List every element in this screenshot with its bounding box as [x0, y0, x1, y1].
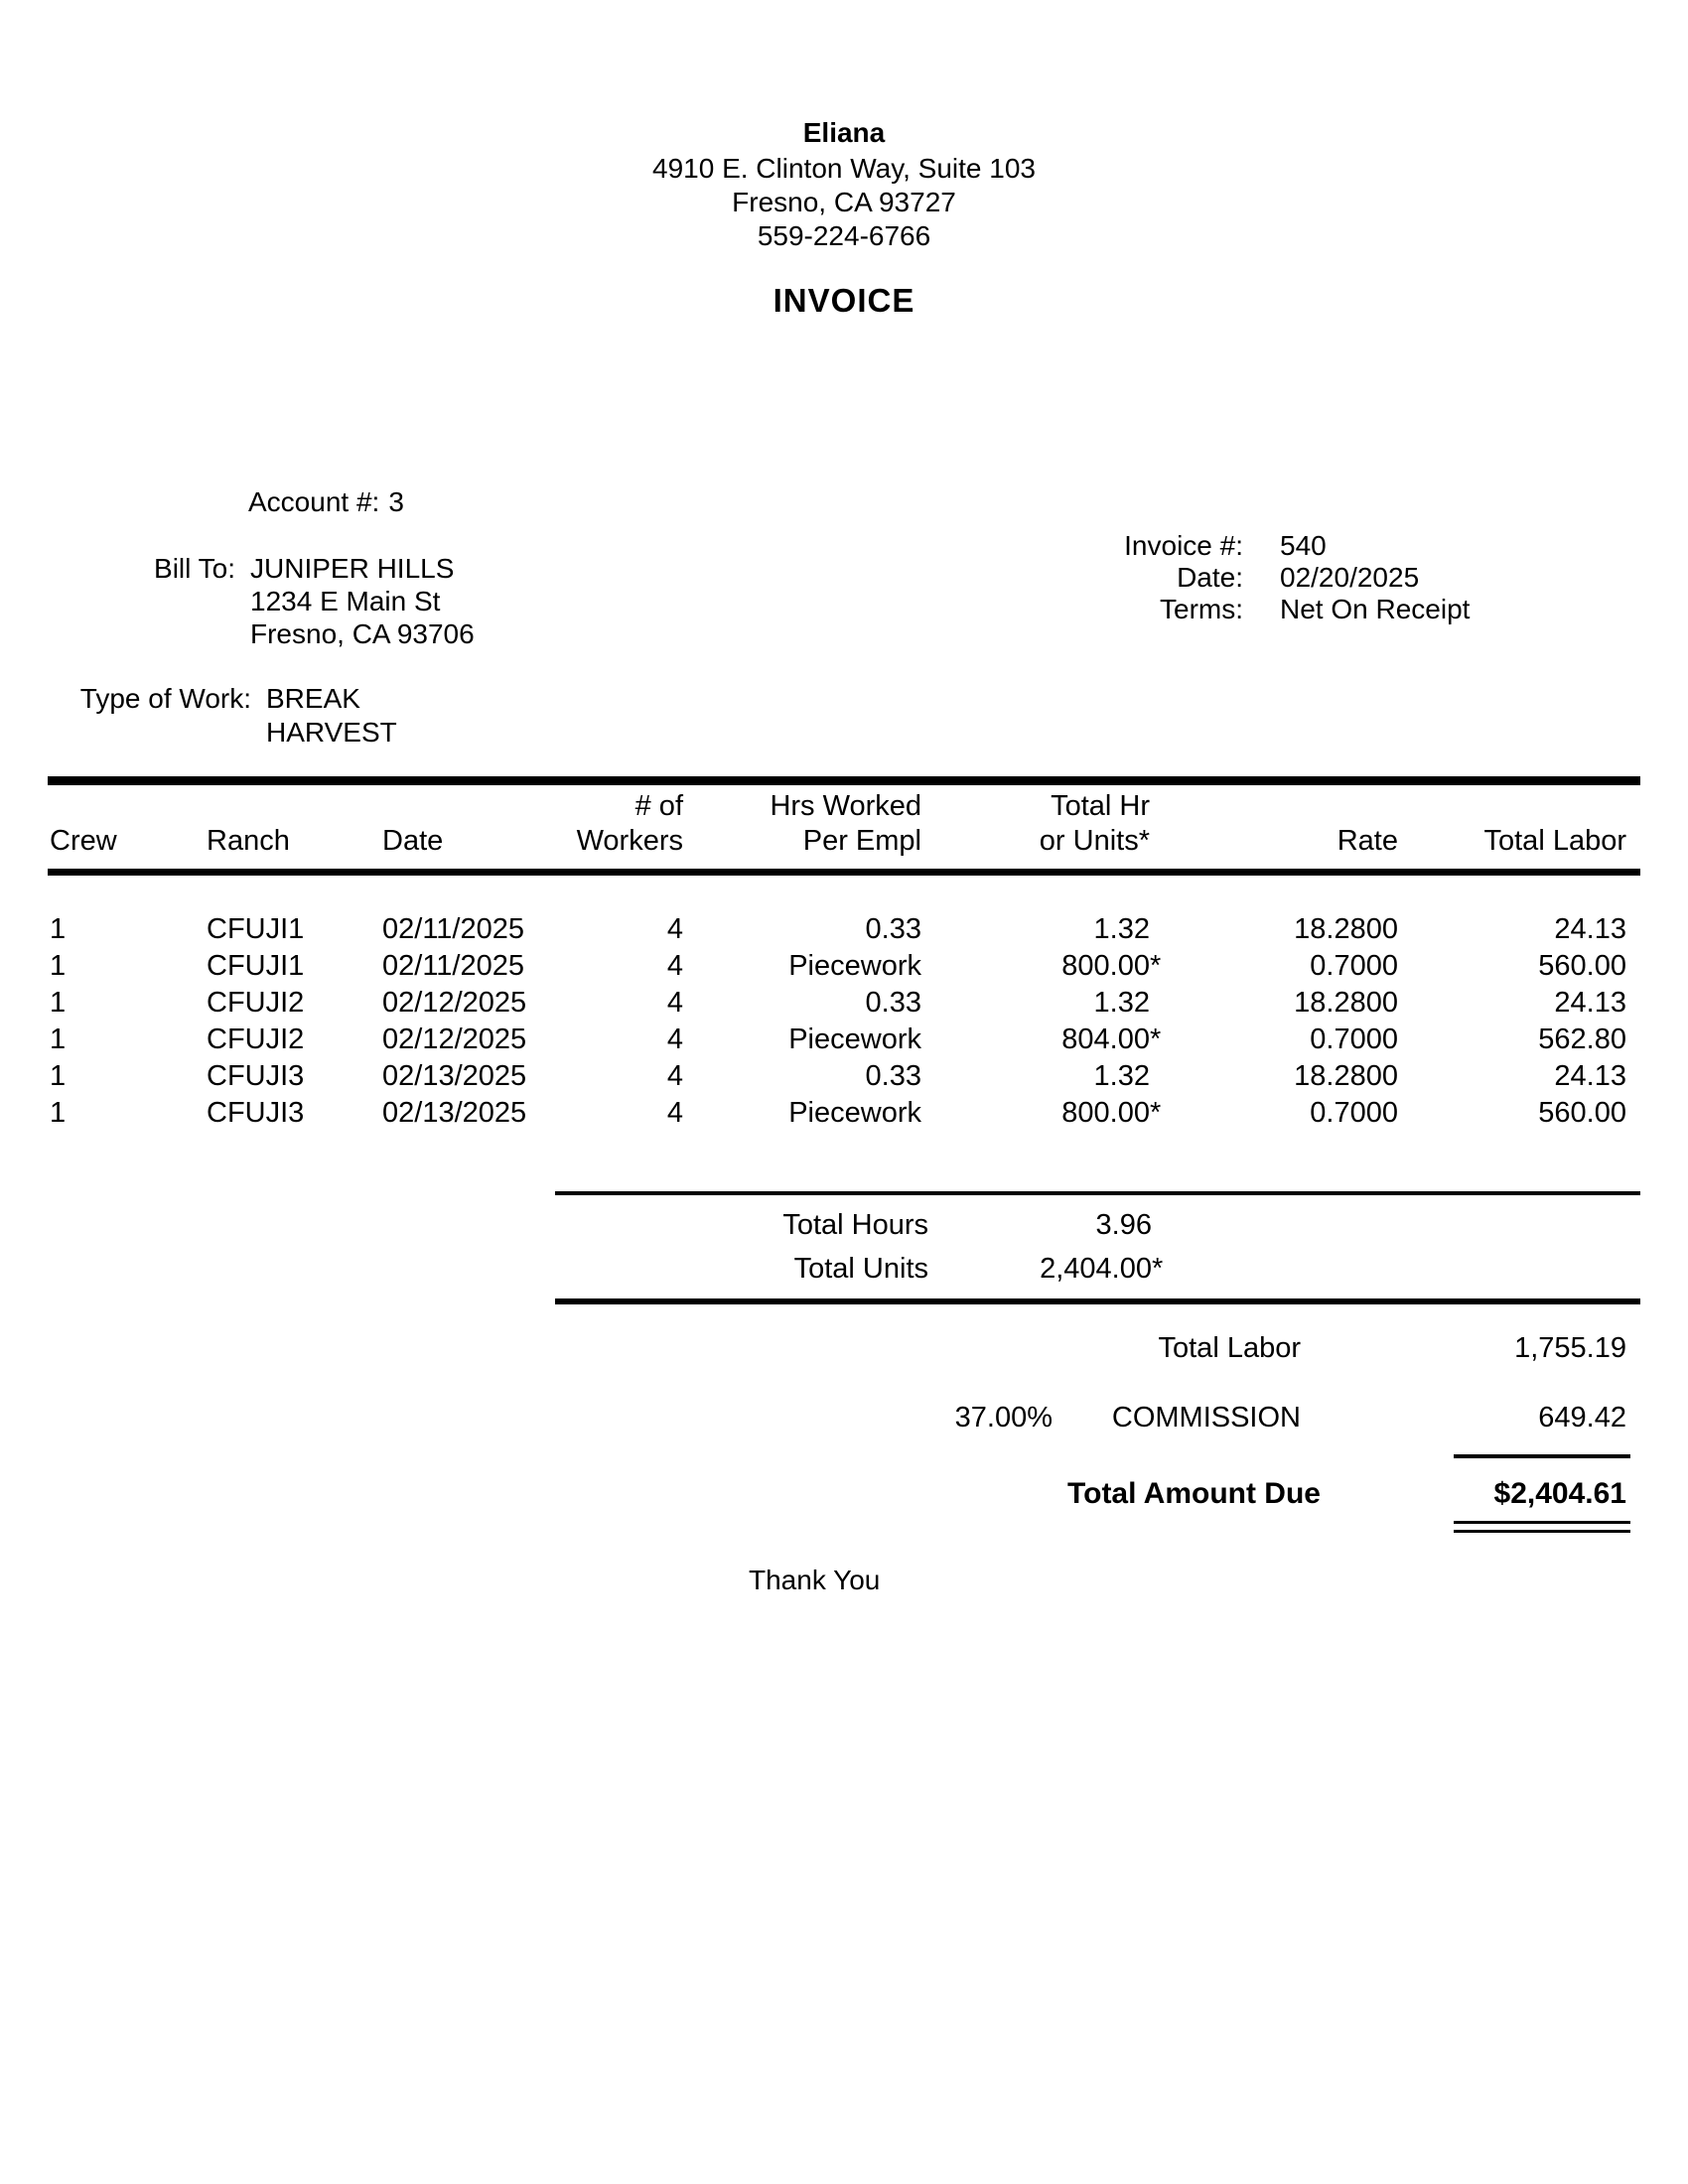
table-cell-rate: 18.2800 — [1294, 913, 1398, 945]
type-of-work-value-1: BREAK — [266, 683, 360, 714]
table-cell-workers: 4 — [666, 1060, 683, 1092]
company-phone: 559-224-6766 — [757, 220, 931, 251]
hours-value: 3.96 — [1095, 1209, 1152, 1241]
table-cell-rate: 18.2800 — [1294, 987, 1398, 1019]
company-name: Eliana — [802, 117, 886, 148]
units-value: 800.00 — [1061, 950, 1150, 982]
table-cell-rate: 0.7000 — [1310, 1097, 1398, 1129]
amount-due-top-rule — [1454, 1454, 1630, 1458]
units-value: 800.00 — [1061, 1097, 1150, 1129]
commission-value: 649.42 — [1538, 1402, 1626, 1433]
table-cell-units — [1061, 950, 1162, 983]
total-units-value — [1040, 1253, 1164, 1286]
company-address-line1: 4910 E. Clinton Way, Suite 103 — [652, 153, 1036, 184]
invoice-date-value: 02/20/2025 — [1280, 562, 1420, 593]
header-rate: Rate — [1336, 825, 1398, 857]
amount-due-double-rule-2 — [1454, 1530, 1630, 1533]
bill-to-label: Bill To: — [154, 553, 235, 584]
table-cell-date: 02/12/2025 — [382, 987, 527, 1019]
table-cell-ranch: CFUJI1 — [207, 950, 305, 982]
units-value: 804.00 — [1061, 1024, 1150, 1055]
table-cell-workers: 4 — [666, 1097, 683, 1129]
totals-top-rule — [555, 1191, 1640, 1195]
table-cell-total: 562.80 — [1538, 1024, 1626, 1055]
table-cell-hrs: Piecework — [788, 1024, 921, 1055]
table-top-rule — [48, 776, 1640, 785]
table-cell-units — [1094, 987, 1150, 1020]
table-cell-workers: 4 — [666, 1024, 683, 1055]
table-cell-hrs: 0.33 — [865, 913, 921, 945]
table-cell-total: 560.00 — [1538, 1097, 1626, 1129]
table-cell-hrs: 0.33 — [865, 1060, 921, 1092]
thank-you-text: Thank You — [749, 1565, 881, 1595]
table-cell-crew: 1 — [50, 950, 67, 982]
table-cell-hrs: 0.33 — [865, 987, 921, 1019]
table-cell-crew: 1 — [50, 1024, 67, 1055]
company-address-line2: Fresno, CA 93727 — [732, 187, 956, 217]
header-hrs-line2: Per Empl — [802, 825, 921, 857]
commission-label: COMMISSION — [1111, 1402, 1301, 1433]
table-cell-ranch: CFUJI2 — [207, 1024, 305, 1055]
units-asterisk: * — [1150, 1097, 1162, 1129]
document-title: INVOICE — [773, 282, 915, 319]
table-cell-rate: 0.7000 — [1310, 950, 1398, 982]
table-cell-total: 560.00 — [1538, 950, 1626, 982]
units-value: 1.32 — [1093, 1060, 1150, 1092]
table-header-rule — [48, 869, 1640, 876]
table-cell-rate: 0.7000 — [1310, 1024, 1398, 1055]
header-units-line1: Total Hr — [1051, 790, 1150, 822]
units-value: 1.32 — [1093, 913, 1150, 945]
type-of-work-value-2: HARVEST — [266, 717, 397, 748]
units-total-asterisk: * — [1152, 1253, 1164, 1285]
table-cell-crew: 1 — [50, 1097, 67, 1129]
table-cell-ranch: CFUJI3 — [207, 1097, 305, 1129]
bill-to-name: JUNIPER HILLS — [250, 553, 455, 584]
table-cell-date: 02/13/2025 — [382, 1097, 527, 1129]
table-cell-workers: 4 — [666, 987, 683, 1019]
total-hours-label: Total Hours — [782, 1209, 928, 1241]
table-cell-crew: 1 — [50, 1060, 67, 1092]
table-cell-date: 02/11/2025 — [382, 913, 524, 945]
table-cell-ranch: CFUJI1 — [207, 913, 305, 945]
table-cell-workers: 4 — [666, 950, 683, 982]
bill-to-address-line1: 1234 E Main St — [250, 586, 441, 616]
totals-mid-rule — [555, 1298, 1640, 1304]
header-workers-line2: Workers — [576, 825, 683, 857]
table-cell-hrs: Piecework — [788, 1097, 921, 1129]
header-units-line2: or Units* — [1039, 825, 1150, 857]
header-date: Date — [382, 825, 444, 857]
table-cell-date: 02/13/2025 — [382, 1060, 527, 1092]
total-labor-value: 1,755.19 — [1514, 1332, 1626, 1364]
table-cell-units — [1061, 1097, 1162, 1130]
invoice-terms-label: Terms: — [1160, 594, 1243, 624]
total-amount-due-value: $2,404.61 — [1493, 1477, 1626, 1510]
table-cell-ranch: CFUJI2 — [207, 987, 305, 1019]
header-hrs-line1: Hrs Worked — [770, 790, 921, 822]
units-total-value: 2,404.00 — [1040, 1253, 1152, 1285]
table-cell-total: 24.13 — [1554, 987, 1626, 1019]
table-cell-total: 24.13 — [1554, 1060, 1626, 1092]
table-cell-date: 02/11/2025 — [382, 950, 524, 982]
units-asterisk: * — [1150, 950, 1162, 982]
units-value: 1.32 — [1093, 987, 1150, 1019]
commission-percent: 37.00% — [954, 1402, 1053, 1433]
table-cell-units — [1094, 913, 1150, 946]
account-number-line — [248, 486, 404, 518]
table-cell-hrs: Piecework — [788, 950, 921, 982]
invoice-number-value: 540 — [1280, 530, 1327, 561]
bill-to-address-line2: Fresno, CA 93706 — [250, 618, 475, 649]
table-cell-workers: 4 — [666, 913, 683, 945]
invoice-number-label: Invoice #: — [1124, 530, 1243, 561]
header-ranch: Ranch — [207, 825, 290, 857]
header-total-labor: Total Labor — [1483, 825, 1626, 857]
table-cell-crew: 1 — [50, 987, 67, 1019]
table-cell-date: 02/12/2025 — [382, 1024, 527, 1055]
total-hours-value — [1096, 1209, 1152, 1242]
amount-due-double-rule-1 — [1454, 1521, 1630, 1524]
table-cell-total: 24.13 — [1554, 913, 1626, 945]
table-cell-units — [1061, 1024, 1162, 1056]
table-cell-crew: 1 — [50, 913, 67, 945]
total-labor-label: Total Labor — [1158, 1332, 1301, 1364]
account-number-label: Account #: — [248, 486, 380, 517]
table-cell-ranch: CFUJI3 — [207, 1060, 305, 1092]
invoice-terms-value: Net On Receipt — [1280, 594, 1471, 624]
units-asterisk: * — [1150, 1024, 1162, 1055]
header-workers-line1: # of — [634, 790, 683, 822]
account-number-value: 3 — [388, 486, 404, 517]
total-amount-due-label: Total Amount Due — [1067, 1477, 1321, 1510]
total-units-label: Total Units — [793, 1253, 928, 1285]
table-cell-units — [1094, 1060, 1150, 1093]
table-cell-rate: 18.2800 — [1294, 1060, 1398, 1092]
invoice-date-label: Date: — [1177, 562, 1243, 593]
header-crew: Crew — [50, 825, 117, 857]
type-of-work-label: Type of Work: — [79, 683, 251, 714]
